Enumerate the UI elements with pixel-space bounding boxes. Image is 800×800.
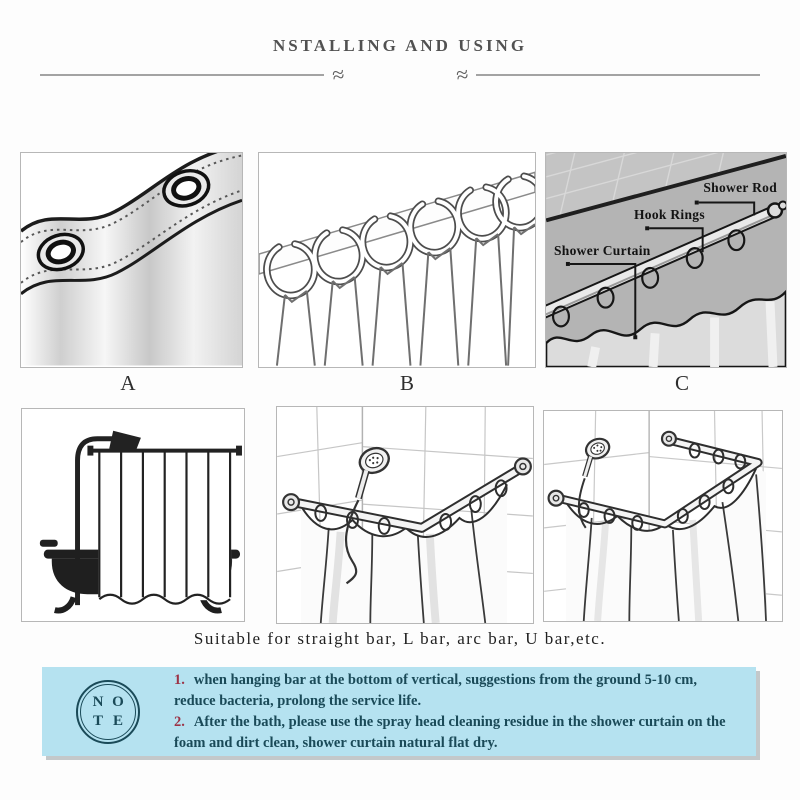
suitability-caption: Suitable for straight bar, L bar, arc bar, U bar,etc.: [193, 629, 607, 648]
note-badge-letter: N: [92, 693, 104, 710]
panel-straight-bar-bathtub: [21, 408, 245, 622]
note-badge: [42, 680, 174, 744]
panel-b-hook-rings: [258, 152, 536, 368]
bathtub-shower-drawing: [22, 409, 244, 621]
panel-b-label: B: [399, 371, 415, 395]
note-badge-letter: T: [92, 712, 103, 729]
label-hook-rings: Hook Rings: [634, 207, 705, 222]
panel-l-bar-corner: [276, 406, 534, 624]
panel-c-label: C: [674, 371, 690, 395]
divider-line-right: [476, 74, 760, 76]
note-item: [174, 712, 742, 754]
divider-line-left: [40, 74, 324, 76]
hook-rings-rod-drawing: [259, 153, 535, 367]
panel-c-labeled-assembly: [545, 152, 787, 368]
note-badge-circle: [76, 680, 140, 744]
note-box: [42, 667, 756, 756]
note-item: [174, 670, 742, 712]
note-text: [174, 670, 756, 754]
note-item-number: 2.: [174, 713, 185, 730]
panel-a-grommet-detail: [20, 152, 243, 368]
curtain-grommets-drawing: [21, 153, 242, 367]
label-shower-curtain: Shower Curtain: [554, 243, 651, 258]
label-shower-rod: Shower Rod: [703, 180, 777, 195]
note-badge-letters: [90, 693, 127, 731]
swirl-ornament-right-icon: ≈: [454, 61, 470, 88]
note-item-text: when hanging bar at the bottom of vertical, suggestions from the ground 5-10 cm, reduce bacteria, prolong the service life.: [174, 671, 697, 709]
page-title: NSTALLING AND USING: [272, 36, 528, 55]
l-bar-drawing: [277, 407, 533, 623]
panel-a-label: A: [120, 371, 136, 395]
note-item-number: 1.: [174, 671, 185, 688]
panel-u-bar: [543, 410, 783, 622]
note-badge-letter: O: [112, 693, 124, 710]
swirl-ornament-left-icon: ≈: [330, 61, 346, 88]
u-bar-drawing: [544, 411, 782, 621]
note-item-text: After the bath, please use the spray head cleaning residue in the shower curtain on the foam and dirt clean, shower curtain natural flat dry.: [174, 713, 726, 751]
decorative-divider: [40, 62, 760, 88]
note-badge-letter: E: [112, 712, 123, 729]
